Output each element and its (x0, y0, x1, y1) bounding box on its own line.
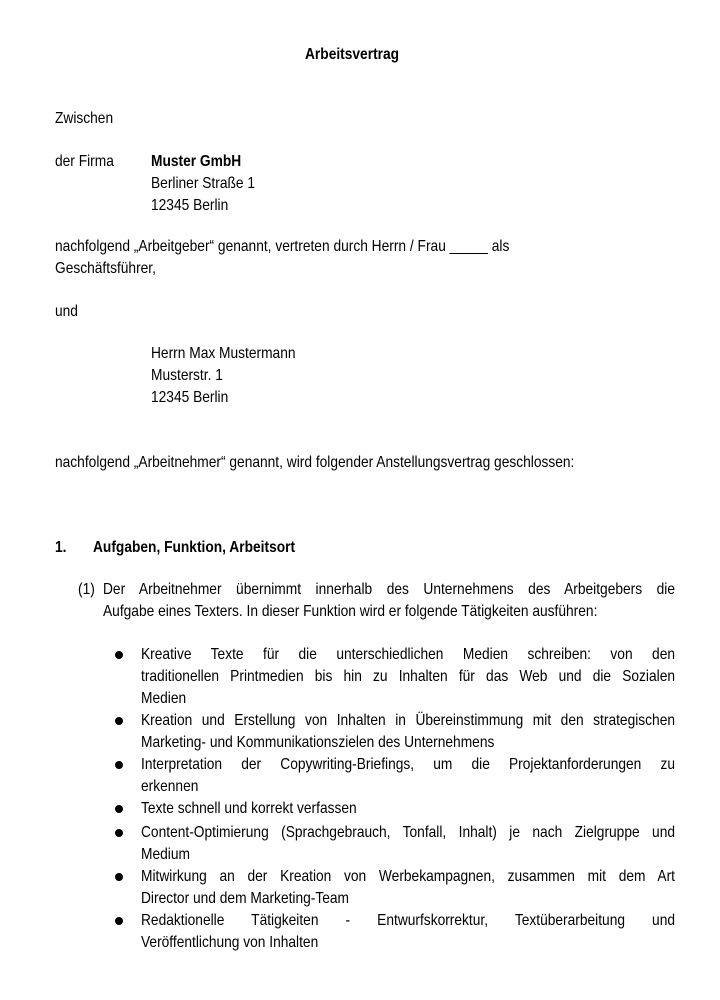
list-item-line: Veröffentlichung von Inhalten (141, 934, 319, 951)
bullet-dot (115, 761, 123, 769)
list-item-line: Marketing- und Kommunikationszielen des Unternehmens (141, 734, 495, 751)
bullet-dot (115, 917, 123, 925)
bullet-dot (115, 873, 123, 881)
section-number: 1. (55, 539, 67, 556)
employee-note: nachfolgend „Arbeitnehmer“ genannt, wird folgender Anstellungsvertrag geschlossen: (55, 454, 575, 471)
bullet-dot (115, 717, 123, 725)
list-item-line: Redaktionelle Tätigkeiten - Entwurfskorrektur, Textüberarbeitung und (141, 912, 676, 929)
list-item-line: Director und dem Marketing-Team (141, 890, 350, 907)
employer-street: Berliner Straße 1 (151, 175, 256, 192)
paragraph-line-1: Der Arbeitnehmer übernimmt innerhalb des Unternehmens des Arbeitgebers die (103, 581, 676, 598)
bullet-dot (115, 651, 123, 659)
employee-street: Musterstr. 1 (151, 367, 223, 384)
list-item-line: Interpretation der Copywriting-Briefings, um die Projektanforderungen zu (141, 756, 676, 773)
list-item-line: traditionellen Printmedien bis hin zu Inhalten für das Web und die Sozialen (141, 668, 676, 685)
section-heading: Aufgaben, Funktion, Arbeitsort (93, 539, 296, 556)
list-item-line: Kreation und Erstellung von Inhalten in Übereinstimmung mit den strategischen (141, 712, 676, 729)
employer-note-line1: nachfolgend „Arbeitgeber“ genannt, vertreten durch Herrn / Frau _____ als (55, 238, 510, 255)
employer-name: Muster GmbH (151, 153, 242, 170)
employer-city: 12345 Berlin (151, 197, 229, 214)
list-item-line: Medien (141, 690, 187, 707)
and-label: und (55, 303, 78, 320)
employee-name: Herrn Max Mustermann (151, 345, 296, 362)
between-label: Zwischen (55, 110, 114, 127)
employer-label: der Firma (55, 153, 114, 170)
list-item-line: Medium (141, 846, 190, 863)
document-title: Arbeitsvertrag (305, 46, 400, 63)
list-item-line: Mitwirkung an der Kreation von Werbekampagnen, zusammen mit dem Art (141, 868, 676, 885)
paragraph-line-2: Aufgabe eines Texters. In dieser Funktion wird er folgende Tätigkeiten ausführen: (103, 603, 598, 620)
paragraph-number: (1) (78, 581, 95, 598)
list-item-line: Texte schnell und korrekt verfassen (141, 800, 357, 817)
list-item-line: Content-Optimierung (Sprachgebrauch, Tonfall, Inhalt) je nach Zielgruppe und (141, 824, 676, 841)
employer-note-line2: Geschäftsführer, (55, 260, 156, 277)
list-item-line: Kreative Texte für die unterschiedlichen Medien schreiben: von den (141, 646, 676, 663)
bullet-dot (115, 829, 123, 837)
employee-city: 12345 Berlin (151, 389, 229, 406)
list-item-line: erkennen (141, 778, 199, 795)
bullet-dot (115, 805, 123, 813)
